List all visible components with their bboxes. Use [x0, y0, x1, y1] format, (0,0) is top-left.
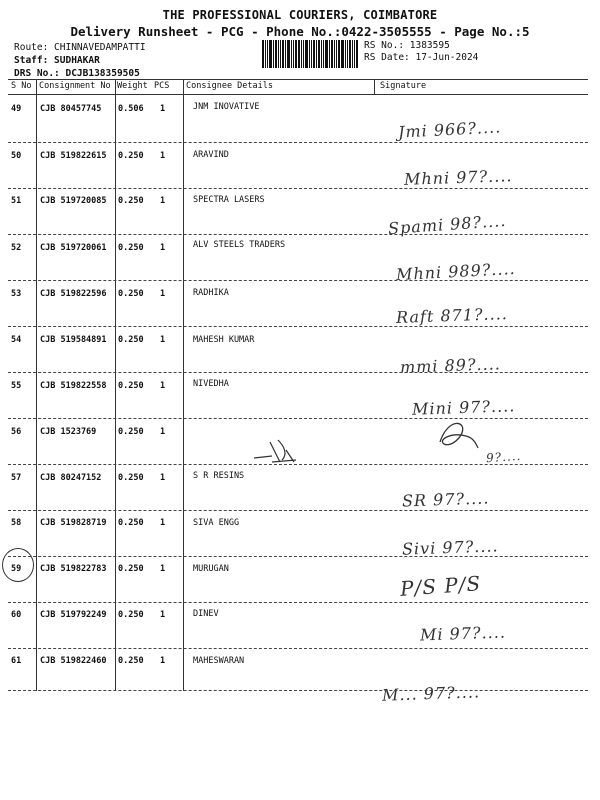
row-pcs: 1: [160, 381, 166, 391]
row-pcs: 1: [160, 518, 166, 528]
column-divider: [374, 79, 375, 95]
row-signature: Mini 97?....: [411, 396, 516, 419]
barcode-bar: [352, 40, 353, 68]
barcode-bar: [316, 40, 317, 68]
barcode-bar: [282, 40, 284, 68]
barcode-bar: [309, 40, 310, 68]
row-consignee: JNM INOVATIVE: [193, 102, 260, 112]
row-consignee: MURUGAN: [193, 564, 229, 574]
row-divider: [8, 556, 588, 557]
row-signature: SR 97?....: [401, 488, 490, 511]
barcode-bar: [354, 40, 355, 68]
column-header-signature: Signature: [380, 81, 427, 91]
row-pcs: 1: [160, 427, 166, 437]
row-consignee: SIVA ENGG: [193, 518, 240, 528]
row-pcs: 1: [160, 656, 166, 666]
row-consignee: ALV STEELS TRADERS: [193, 240, 286, 250]
barcode-bar: [293, 40, 294, 68]
row-divider: [8, 142, 588, 143]
runsheet-subtitle: Delivery Runsheet - PCG - Phone No.:0422-3505555 - Page No.:5: [70, 24, 530, 39]
staff-label: Staff: SUDHAKAR: [14, 55, 100, 66]
row-divider: [8, 234, 588, 235]
row-divider: [8, 372, 588, 373]
row-sno: 51: [11, 196, 22, 206]
row-pcs: 1: [160, 289, 166, 299]
row-consignee: SPECTRA LASERS: [193, 195, 265, 205]
row-weight: 0.250: [118, 564, 144, 574]
rs-date: RS Date: 17-Jun-2024: [364, 52, 479, 63]
row-weight: 0.250: [118, 151, 144, 161]
row-pcs: 1: [160, 610, 166, 620]
column-header-sno: S No: [11, 81, 32, 91]
row-weight: 0.250: [118, 610, 144, 620]
row-consignment: CJB 1523769: [40, 427, 97, 437]
row-divider: [8, 326, 588, 327]
row-weight: 0.250: [118, 335, 144, 345]
row-consignee: DINEV: [193, 609, 219, 619]
barcode-bar: [305, 40, 308, 68]
drs-number: DRS No.: DCJB138359505: [14, 68, 140, 79]
barcode-bar: [280, 40, 281, 68]
row-divider: [8, 188, 588, 189]
stamp-scribble-mark: [252, 432, 302, 466]
rs-number: RS No.: 1383595: [364, 40, 450, 51]
column-divider: [36, 79, 37, 691]
row-sno: 52: [11, 243, 22, 253]
table-header-border: [8, 94, 588, 95]
column-divider: [183, 79, 184, 691]
table-top-border: [8, 79, 588, 80]
row-consignment: CJB 519720085: [40, 196, 107, 206]
row-divider: [8, 280, 588, 281]
row-signature: Raft 871?....: [395, 304, 509, 327]
row-consignee: S R RESINS: [193, 471, 245, 481]
row-consignment: CJB 519822460: [40, 656, 107, 666]
barcode-bar: [298, 40, 300, 68]
row-divider: [8, 690, 588, 691]
barcode-bar: [273, 40, 274, 68]
row-consignment: CJB 80247152: [40, 473, 102, 483]
barcode-bar: [303, 40, 304, 68]
barcode-bar: [318, 40, 320, 68]
row-sno: 54: [11, 335, 22, 345]
row-consignee: ARAVIND: [193, 150, 229, 160]
row-weight: 0.250: [118, 427, 144, 437]
row-sno: 55: [11, 381, 22, 391]
barcode-image: [262, 40, 360, 68]
row-signature: Jmi 966?....: [397, 117, 502, 142]
column-header-pcs: PCS: [154, 81, 170, 91]
row-signature: mmi 89?....: [399, 354, 502, 377]
row-sno: 53: [11, 289, 22, 299]
row-sno: 49: [11, 104, 22, 114]
barcode-bar: [311, 40, 312, 68]
row-divider: [8, 602, 588, 603]
row-consignment: CJB 519792249: [40, 610, 107, 620]
row-consignment: CJB 519584891: [40, 335, 107, 345]
row-consignee: MAHESWARAN: [193, 656, 245, 666]
row-signature: Mhni 989?....: [395, 258, 517, 285]
barcode-bar: [323, 40, 324, 68]
row-divider: [8, 464, 588, 465]
barcode-bar: [334, 40, 335, 68]
barcode-bar: [275, 40, 277, 68]
row-sno: 50: [11, 151, 22, 161]
column-header-consignment: Consignment No: [39, 81, 111, 91]
row-sno: 56: [11, 427, 22, 437]
company-title: THE PROFESSIONAL COURIERS, COIMBATORE: [162, 8, 438, 22]
barcode-bar: [336, 40, 337, 68]
barcode-bar: [269, 40, 272, 68]
row-weight: 0.250: [118, 381, 144, 391]
row-signature: Spami 98?....: [387, 210, 507, 239]
barcode-bar: [345, 40, 346, 68]
barcode-bar: [338, 40, 340, 68]
row-weight: 0.250: [118, 518, 144, 528]
row-consignment: CJB 519822783: [40, 564, 107, 574]
row-consignment: CJB 519720061: [40, 243, 107, 253]
row-weight: 0.250: [118, 289, 144, 299]
row-pcs: 1: [160, 243, 166, 253]
row-signature: Sivi 97?....: [401, 536, 499, 559]
row-consignment: CJB 519822558: [40, 381, 107, 391]
row-consignment: CJB 519822596: [40, 289, 107, 299]
row-sno: 57: [11, 473, 22, 483]
row-sno: 60: [11, 610, 22, 620]
row-divider: [8, 510, 588, 511]
row-divider: [8, 418, 588, 419]
barcode-bar: [285, 40, 286, 68]
row-signature: M... 97?....: [381, 682, 481, 705]
route-label: Route: CHINNAVEDAMPATTI: [14, 42, 146, 53]
row-weight: 0.506: [118, 104, 144, 114]
barcode-bar: [262, 40, 264, 68]
row-signature: Mhni 97?....: [403, 166, 513, 189]
column-header-consignee: Consignee Details: [186, 81, 273, 91]
barcode-bar: [341, 40, 344, 68]
row-sno: 58: [11, 518, 22, 528]
row-signature: P/S P/S: [399, 571, 482, 601]
column-header-weight: Weight: [117, 81, 148, 91]
row-weight: 0.250: [118, 473, 144, 483]
barcode-bar: [265, 40, 266, 68]
row-signature: 9?....: [485, 448, 522, 466]
row-consignment: CJB 80457745: [40, 104, 102, 114]
barcode-bar: [325, 40, 328, 68]
row-sno: 59: [11, 564, 22, 574]
barcode-bar: [313, 40, 315, 68]
barcode-bar: [301, 40, 302, 68]
barcode-bar: [356, 40, 358, 68]
row-pcs: 1: [160, 564, 166, 574]
barcode-bar: [329, 40, 330, 68]
row-pcs: 1: [160, 151, 166, 161]
row-pcs: 1: [160, 196, 166, 206]
row-consignee: RADHIKA: [193, 288, 229, 298]
row-consignee: MAHESH KUMAR: [193, 335, 255, 345]
row-consignment: CJB 519828719: [40, 518, 107, 528]
barcode-bar: [321, 40, 322, 68]
row-pcs: 1: [160, 335, 166, 345]
row-signature: Mi 97?....: [419, 622, 507, 645]
barcode-bar: [347, 40, 348, 68]
barcode-bar: [295, 40, 297, 68]
column-divider: [115, 79, 116, 691]
barcode-bar: [287, 40, 290, 68]
barcode-bar: [349, 40, 351, 68]
row-pcs: 1: [160, 473, 166, 483]
row-divider: [8, 648, 588, 649]
signature-scribble: [436, 418, 480, 452]
row-consignment: CJB 519822615: [40, 151, 107, 161]
row-sno: 61: [11, 656, 22, 666]
row-pcs: 1: [160, 104, 166, 114]
barcode-bar: [278, 40, 279, 68]
barcode-bar: [267, 40, 268, 68]
row-consignee: NIVEDHA: [193, 379, 229, 389]
barcode-bar: [331, 40, 333, 68]
row-weight: 0.250: [118, 196, 144, 206]
row-weight: 0.250: [118, 656, 144, 666]
row-weight: 0.250: [118, 243, 144, 253]
barcode-bar: [291, 40, 292, 68]
